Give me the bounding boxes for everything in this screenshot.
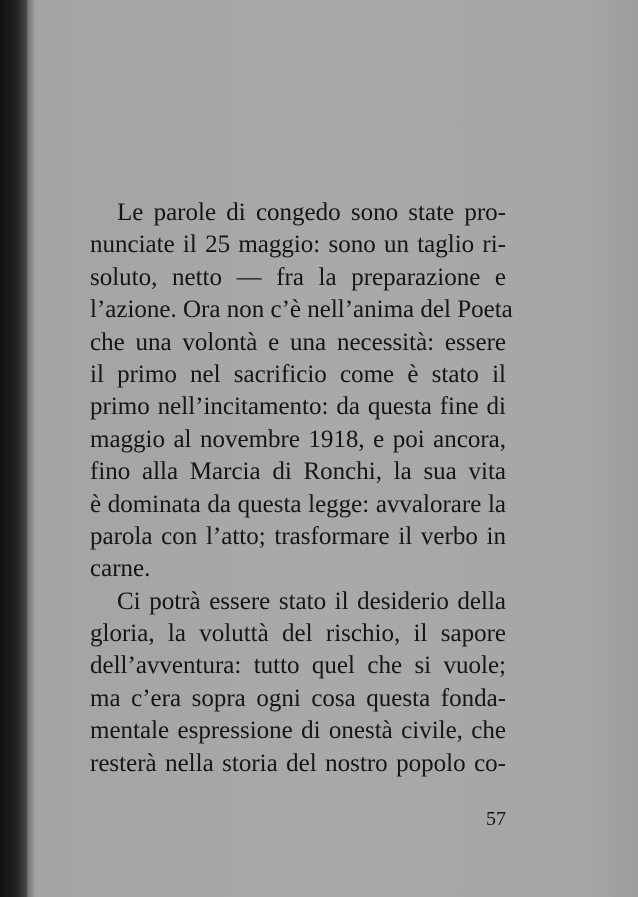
text-line: Ci potrà essere stato il desiderio della — [117, 587, 506, 615]
text-line: ma c’era sopra ogni cosa questa fonda- — [90, 684, 506, 712]
text-line: che una volontà e una necessità: essere — [90, 328, 506, 356]
text-line: gloria, la voluttà del rischio, il sapore — [90, 620, 506, 648]
text-line: maggio al novembre 1918, e poi ancora, — [90, 425, 506, 453]
text-line: primo nell’incitamento: da questa fine di — [90, 393, 506, 421]
text-line: carne. — [90, 555, 151, 583]
spine-edge — [27, 0, 35, 897]
page-number: 57 — [486, 808, 506, 830]
text-line: resterà nella storia del nostro popolo co- — [90, 749, 506, 777]
text-line: mentale espressione di onestà civile, che — [90, 717, 506, 745]
text-line: il primo nel sacrificio come è stato il — [90, 360, 506, 388]
text-line: parola con l’atto; trasformare il verbo in — [90, 522, 506, 550]
body-text — [90, 197, 513, 780]
text-line: è dominata da questa legge: avvalorare la — [90, 490, 506, 518]
text-line: nunciate il 25 maggio: sono un taglio ri- — [90, 231, 506, 259]
text-line: fino alla Marcia di Ronchi, la sua vita — [90, 458, 506, 486]
text-line: Le parole di congedo sono state pro- — [117, 199, 506, 226]
text-line: soluto, netto — fra la preparazione e — [90, 263, 506, 291]
text-line: l’azione. Ora non c’è nell’anima del Poeta — [90, 296, 513, 324]
book-spine-shadow — [0, 0, 27, 897]
text-line: dell’avventura: tutto quel che si vuole; — [90, 652, 506, 680]
